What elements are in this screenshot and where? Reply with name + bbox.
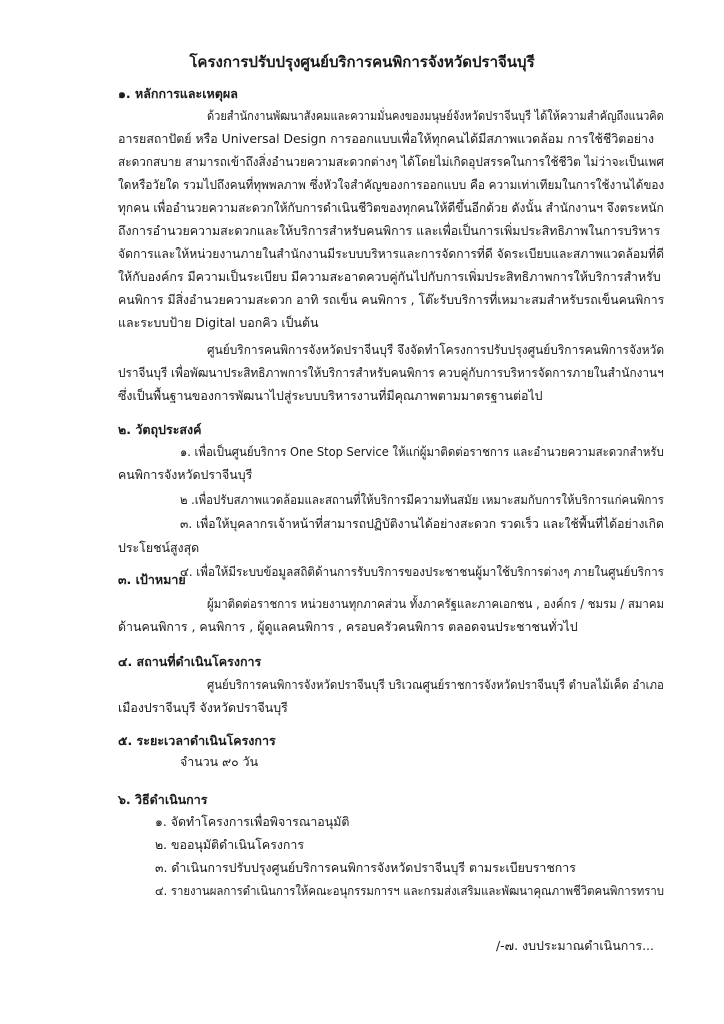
paragraph-line: ผู้มาติดต่อราชการ หน่วยงานทุกภาคส่วน ทั้งภาครัฐและภาคเอกชน , องค์กร / ชมรม / สมาคม bbox=[207, 596, 665, 611]
list-item: ๔. รายงานผลการดำเนินการให้คณะอนุกรรมการฯ และกรมส่งเสริมและพัฒนาคุณภาพชีวิตคนพิการทราบ bbox=[155, 883, 664, 898]
paragraph-line: ถึงการอำนวยความสะดวกและให้บริการสำหรับคนพิการ และเพื่อเป็นการเพิ่มประสิทธิภาพในการบริหาร bbox=[118, 223, 661, 238]
list-item: ๑. จัดทำโครงการเพื่อพิจารณาอนุมัติ bbox=[155, 814, 350, 829]
paragraph-line: ซึ่งเป็นพื้นฐานของการพัฒนาไปสู่ระบบบริหารงานที่มีคุณภาพตามมาตรฐานต่อไป bbox=[118, 388, 543, 403]
list-item-continuation: ประโยชน์สูงสุด bbox=[118, 540, 200, 555]
paragraph-line: ทุกคน เพื่ออำนวยความสะดวกให้กับการดำเนินชีวิตของทุกคนให้ดีขึ้นอีกด้วย ดังนั้น สำนักงานฯ จึงตระหนัก bbox=[118, 200, 664, 215]
section-heading-method: ๖. วิธีดำเนินการ bbox=[118, 792, 208, 807]
list-item: ๔. เพื่อให้มีระบบข้อมูลสถิติด้านการรับบริการของประชาชนผู้มาใช้บริการต่างๆ ภายในศูนย์บริการ bbox=[180, 564, 664, 579]
paragraph-line: ด้านคนพิการ , คนพิการ , ผู้ดูแลคนพิการ , ครอบครัวคนพิการ ตลอดจนประชาชนทั่วไป bbox=[118, 619, 578, 634]
paragraph-line: อารยสถาปัตย์ หรือ Universal Design การออกแบบเพื่อให้ทุกคนได้มีสภาพแวดล้อม การใช้ชีวิตอย่าง bbox=[118, 131, 655, 146]
list-item: ๓. ดำเนินการปรับปรุงศูนย์บริการคนพิการจังหวัดปราจีนบุรี ตามระเบียบราชการ bbox=[155, 860, 576, 875]
page-continuation-note: /-๗. งบประมาณดำเนินการ... bbox=[495, 938, 654, 953]
section-heading-location: ๔. สถานที่ดำเนินโครงการ bbox=[118, 654, 262, 669]
section-heading-target: ๓. เป้าหมาย bbox=[118, 572, 186, 587]
list-item-continuation: คนพิการจังหวัดปราจีนบุรี bbox=[118, 467, 253, 482]
list-item: ๒ .เพื่อปรับสภาพแวดล้อมและสถานที่ให้บริการมีความทันสมัย เหมาะสมกับการให้บริการแก่คนพิการ bbox=[180, 492, 664, 507]
paragraph-line: และระบบป้าย Digital บอกคิว เป็นต้น bbox=[118, 315, 319, 330]
paragraph-line: ปราจีนบุรี เพื่อพัฒนาประสิทธิภาพการให้บริการสำหรับคนพิการ ควบคู่กับการบริหารจัดการภายในสำนักงานฯ bbox=[118, 365, 664, 380]
section-heading-rationale: ๑. หลักการและเหตุผล bbox=[118, 86, 238, 101]
section-heading-duration: ๕. ระยะเวลาดำเนินโครงการ bbox=[118, 733, 276, 748]
paragraph-line: เมืองปราจีนบุรี จังหวัดปราจีนบุรี bbox=[118, 700, 288, 715]
list-item: ๑. เพื่อเป็นศูนย์บริการ One Stop Service ให้แก่ผู้มาติดต่อราชการ และอำนวยความสะดวกสำหรับ bbox=[180, 444, 664, 459]
paragraph-line: ศูนย์บริการคนพิการจังหวัดปราจีนบุรี บริเวณศูนย์ราชการจังหวัดปราจีนบุรี ตำบลไม้เค็ด อำเภอ bbox=[207, 677, 664, 692]
paragraph-line: ใดหรือวัยใด รวมไปถึงคนที่ทุพพลภาพ ซึ่งหัวใจสำคัญของการออกแบบ คือ ความเท่าเทียมในการใช้งานได้ของ bbox=[118, 177, 665, 192]
paragraph-line: ให้กับองค์กร มีความเป็นระเบียบ มีความสะอาดควบคู่กันไปกับการเพิ่มประสิทธิภาพการให้บริการสำหรับ bbox=[118, 269, 661, 284]
paragraph-line: ศูนย์บริการคนพิการจังหวัดปราจีนบุรี จึงจัดทำโครงการปรับปรุงศูนย์บริการคนพิการจังหวัด bbox=[207, 342, 665, 357]
paragraph-line: คนพิการ มีสิ่งอำนวยความสะดวก อาทิ รถเข็น คนพิการ , โต๊ะรับบริการที่เหมาะสมสำหรับรถเข็นคนพิการ bbox=[118, 292, 665, 307]
list-item: ๓. เพื่อให้บุคลากรเจ้าหน้าที่สามารถปฏิบัติงานได้อย่างสะดวก รวดเร็ว และใช้พื้นที่ได้อย่างเกิด bbox=[180, 516, 664, 531]
document-title: โครงการปรับปรุงศูนย์บริการคนพิการจังหวัดปราจีนบุรี bbox=[189, 53, 535, 71]
paragraph-line: จำนวน ๙๐ วัน bbox=[180, 754, 259, 769]
paragraph-line: สะดวกสบาย สามารถเข้าถึงสิ่งอำนวยความสะดวกต่างๆ ได้โดยไม่เกิดอุปสรรคในการใช้ชีวิต ไม่ว่าจะเป็นเพศ bbox=[118, 154, 664, 169]
section-heading-objectives: ๒. วัตถุประสงค์ bbox=[118, 422, 202, 437]
list-item: ๒. ขออนุมัติดำเนินโครงการ bbox=[155, 837, 305, 852]
paragraph-line: ด้วยสำนักงานพัฒนาสังคมและความมั่นคงของมนุษย์จังหวัดปราจีนบุรี ได้ให้ความสำคัญถึงแนวคิด bbox=[207, 108, 664, 123]
paragraph-line: จัดการและให้หน่วยงานภายในสำนักงานมีระบบบริหารและการจัดการที่ดี จัดระเบียบและสภาพแวดล้อมที่ดี bbox=[118, 246, 665, 261]
